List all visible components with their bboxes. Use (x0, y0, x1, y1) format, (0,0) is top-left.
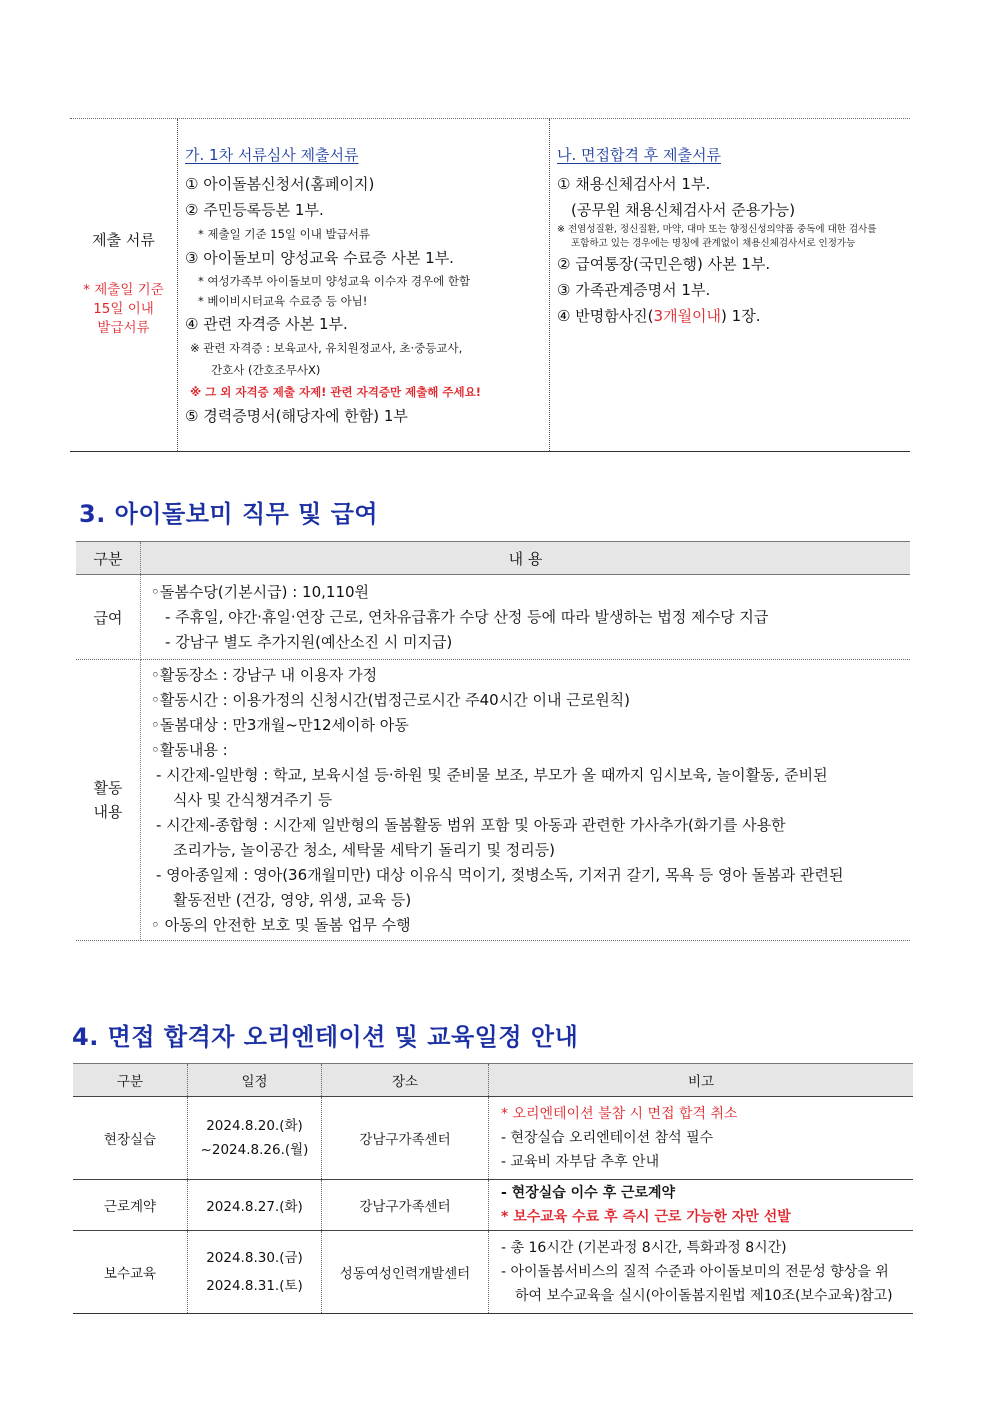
content-line: ◦활동내용 : (151, 740, 228, 759)
note-line: - 현장실습 오리엔테이션 참석 필수 (501, 1130, 714, 1146)
first-stage-documents (185, 144, 545, 429)
content-line: 식사 및 간식챙겨주기 등 (173, 790, 333, 809)
category-cell: 근로계약 (73, 1180, 188, 1231)
photo-text: ) 1장. (721, 307, 761, 325)
note-line: - 교육비 자부담 추후 안내 (501, 1154, 660, 1170)
note-line: - 아이돌봄서비스의 질적 수준과 아이돌보미의 전문성 향상을 위 (501, 1264, 889, 1280)
col-header: 비고 (489, 1064, 914, 1097)
content-line: - 영아종일제 : 영아(36개월미만) 대상 이유식 먹이기, 젖병소독, 기저귀 갈기, 목욕 등 영아 돌봄과 관련된 (156, 865, 844, 884)
note-line: - 현장실습 이수 후 근로계약 (501, 1185, 676, 1201)
submission-note (70, 281, 177, 338)
doc-item: ⑤ 경력증명서(해당자에 한함) 1부 (185, 407, 408, 425)
post-interview-documents (557, 144, 902, 329)
content-line: ◦돌봄수당(기본시급) : 10,110원 (151, 582, 370, 601)
column-divider (177, 119, 178, 451)
doc-subnote: * 여성가족부 아이돌보미 양성교육 이수자 경우에 한함 (198, 274, 471, 288)
note-warning: * 오리엔테이션 불참 시 면접 합격 취소 (501, 1106, 738, 1122)
date-cell (188, 1097, 322, 1180)
category-cell: 현장실습 (73, 1097, 188, 1180)
section3-title: 3. 아이돌보미 직무 및 급여 (79, 500, 379, 528)
content-line: - 강남구 별도 추가지원(예산소진 시 미지급) (165, 632, 453, 651)
table-header-row (73, 1064, 913, 1097)
note-cell (489, 1180, 914, 1231)
content-line: - 주휴일, 야간·휴일·연장 근로, 연차유급휴가 수당 산정 등에 따라 발생하는 법정 제수당 지급 (165, 607, 769, 626)
doc-item (557, 303, 902, 329)
col-header: 내 용 (141, 542, 911, 575)
row-label-line: 활동 (93, 779, 123, 797)
note-line: 하여 보수교육을 실시(아이돌봄지원법 제10조(보수교육)참고) (515, 1288, 893, 1304)
submission-label-cell (70, 119, 177, 451)
note-line: * 제출일 기준 (83, 282, 164, 298)
row-label-line: 내용 (93, 803, 123, 821)
section4-title: 4. 면접 합격자 오리엔테이션 및 교육일정 안내 (72, 1023, 579, 1051)
photo-text: ④ 반명함사진( (557, 307, 654, 325)
doc-item: ③ 아이돌보미 양성교육 수료증 사본 1부. (185, 249, 454, 267)
content-line: ◦돌봄대상 : 만3개월~만12세이하 아동 (151, 715, 409, 734)
table-row (76, 575, 910, 660)
doc-subnote: ※ 관련 자격증 : 보육교사, 유치원정교사, 초·중등교사, (190, 341, 463, 355)
place-cell: 강남구가족센터 (322, 1180, 489, 1231)
note-cell (489, 1231, 914, 1314)
duties-pay-table (76, 541, 910, 941)
doc-item: ④ 관련 자격증 사본 1부. (185, 315, 348, 333)
doc-subnote: (공무원 채용신체검사서 준용가능) (571, 201, 796, 219)
doc-item: ② 주민등록등본 1부. (185, 201, 324, 219)
note-line: - 총 16시간 (기본과정 8시간, 특화과정 8시간) (501, 1240, 787, 1256)
activity-content (141, 660, 911, 941)
note-line: 15일 이내 (93, 301, 154, 317)
content-line: 조리가능, 놀이공간 청소, 세탁물 세탁기 돌리기 및 정리등) (173, 840, 556, 859)
date-line: ~2024.8.26.(월) (200, 1142, 309, 1158)
doc-subnote: * 베이비시터교육 수료증 등 아님! (198, 294, 368, 308)
date-line: 2024.8.31.(토) (206, 1278, 303, 1294)
col-header: 구분 (73, 1064, 188, 1097)
place-cell: 성동여성인력개발센터 (322, 1231, 489, 1314)
table-row (73, 1097, 913, 1180)
table-row (73, 1231, 913, 1314)
content-line: - 시간제-일반형 : 학교, 보육시설 등·하원 및 준비물 보조, 부모가 올 때까지 임시보육, 놀이활동, 준비된 (156, 765, 828, 784)
doc-subnote: 포함하고 있는 경우에는 명칭에 관계없이 채용신체검사서로 인정가능 (571, 238, 856, 249)
doc-item: ③ 가족관계증명서 1부. (557, 281, 711, 299)
row-label (76, 660, 141, 941)
content-line: ◦활동시간 : 이용가정의 신청시간(법정근로시간 주40시간 이내 근로원칙) (151, 690, 631, 709)
doc-warning: ※ 그 외 자격증 제출 자제! 관련 자격증만 제출해 주세요! (190, 385, 481, 399)
doc-item: ② 급여통장(국민은행) 사본 1부. (557, 255, 771, 273)
date-cell: 2024.8.27.(화) (188, 1180, 322, 1231)
doc-subnote: ※ 전염성질환, 정신질환, 마약, 대마 또는 향정신성의약품 중독에 대한 검사를 (557, 224, 877, 235)
doc-subnote: * 제출일 기준 15일 이내 발급서류 (198, 227, 370, 241)
pay-content (141, 575, 911, 660)
table-row (76, 660, 910, 941)
submission-documents-table (70, 118, 910, 452)
doc-item: ① 채용신체검사서 1부. (557, 175, 711, 193)
col-header: 장소 (322, 1064, 489, 1097)
row-label: 급여 (76, 575, 141, 660)
column-divider (549, 119, 550, 451)
doc-subnote: 간호사 (간호조무사X) (211, 363, 321, 377)
photo-period: 3개월이내 (653, 307, 722, 325)
note-line: 발급서류 (97, 320, 150, 336)
table-header-row (76, 542, 910, 575)
col-header: 일정 (188, 1064, 322, 1097)
table-row (73, 1180, 913, 1231)
note-warning: * 보수교육 수료 후 즉시 근로 가능한 자만 선발 (501, 1209, 791, 1225)
note-cell (489, 1097, 914, 1180)
content-line: 활동전반 (건강, 영양, 위생, 교육 등) (173, 890, 412, 909)
category-cell: 보수교육 (73, 1231, 188, 1314)
date-line: 2024.8.30.(금) (206, 1250, 303, 1266)
schedule-table (73, 1063, 913, 1314)
place-cell: 강남구가족센터 (322, 1097, 489, 1180)
date-line: 2024.8.20.(화) (206, 1118, 303, 1134)
first-stage-heading: 가. 1차 서류심사 제출서류 (185, 146, 359, 164)
content-line: ◦활동장소 : 강남구 내 이용자 가정 (151, 665, 378, 684)
col-header: 구분 (76, 542, 141, 575)
content-line: - 시간제-종합형 : 시간제 일반형의 돌봄활동 범위 포함 및 아동과 관련한 가사추가(화기를 사용한 (156, 815, 786, 834)
content-line: ◦ 아동의 안전한 보호 및 돌봄 업무 수행 (151, 915, 411, 934)
post-interview-heading: 나. 면접합격 후 제출서류 (557, 146, 721, 164)
submission-title: 제출 서류 (92, 231, 155, 249)
date-cell (188, 1231, 322, 1314)
doc-item: ① 아이돌봄신청서(홈페이지) (185, 175, 375, 193)
